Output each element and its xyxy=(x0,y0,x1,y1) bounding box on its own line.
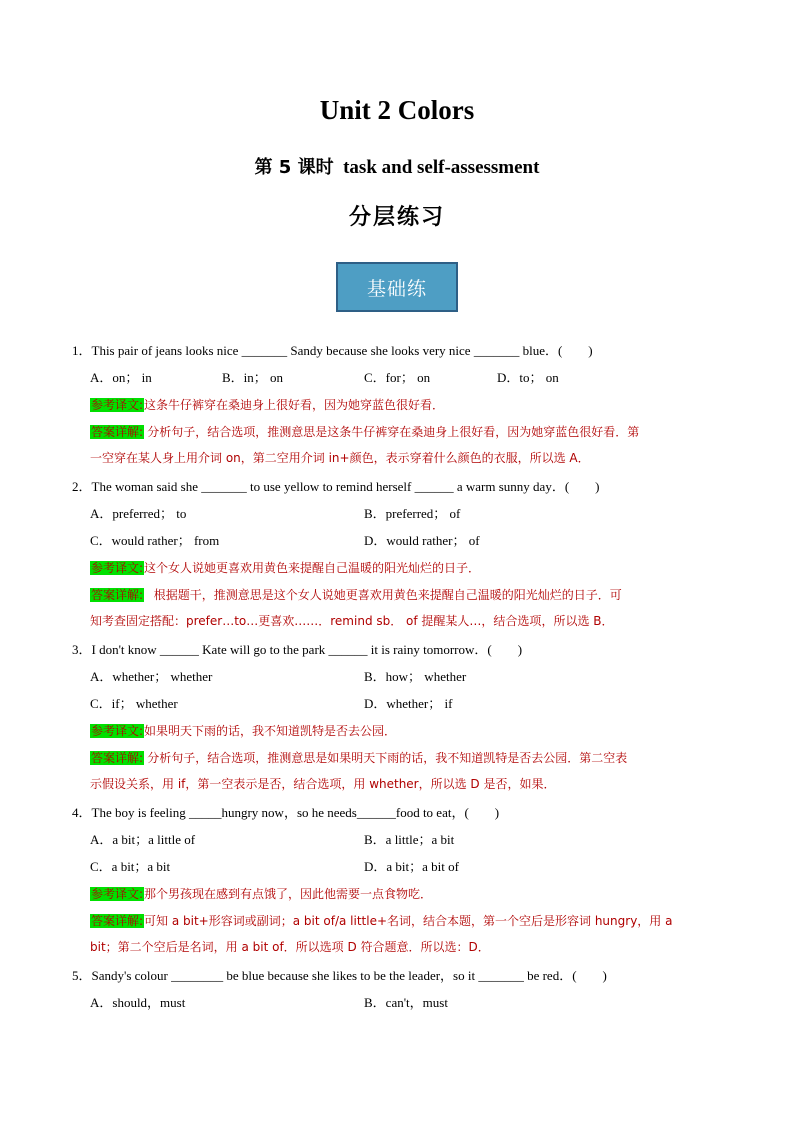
translation-label: 参考译文: xyxy=(91,561,144,575)
explanation-line xyxy=(0,418,794,445)
lesson-topic: task and self-assessment xyxy=(343,157,540,178)
option: B．how； whether xyxy=(364,669,467,684)
option: A．should，must xyxy=(90,995,186,1010)
explanation-line xyxy=(0,445,794,472)
section-title: 分层练习 xyxy=(348,205,445,230)
explanation-label: 答案详解: xyxy=(91,751,144,765)
explanation-line xyxy=(0,934,794,961)
translation-text: 这条牛仔裤穿在桑迪身上很好看，因为她穿蓝色很好看． xyxy=(144,398,445,412)
question-stem: 1．This pair of jeans looks nice _______ Sandy because she looks very nice _______ blue．( ) xyxy=(72,343,593,358)
explanation-label: 答案详解: xyxy=(91,425,144,439)
options-row xyxy=(0,364,794,391)
option: C．for； on xyxy=(364,370,431,385)
translation-line xyxy=(0,880,794,907)
translation-label: 参考译文: xyxy=(91,398,144,412)
lesson-number: 第 5 课时 xyxy=(254,157,334,178)
option: B．in； on xyxy=(222,370,284,385)
option: C．if； whether xyxy=(90,696,178,711)
options-row xyxy=(0,500,794,527)
translation-text: 这个女人说她更喜欢用黄色来提醒自己温暖的阳光灿烂的日子． xyxy=(144,561,481,575)
translation-line xyxy=(0,554,794,581)
explanation-text: 一空穿在某人身上用介词 on，第二空用介词 in+颜色，表示穿着什么颜色的衣服，所以选 A． xyxy=(90,451,590,465)
explanation-line xyxy=(0,581,794,608)
option: A．preferred； to xyxy=(90,506,187,521)
question-stem: 4．The boy is feeling _____hungry now，so he needs______food to eat，( ) xyxy=(72,805,500,820)
translation-text: 如果明天下雨的话，我不知道凯特是否去公园． xyxy=(144,724,397,738)
option: D．whether； if xyxy=(364,696,453,711)
translation-line xyxy=(0,717,794,744)
options-row xyxy=(0,989,794,1016)
translation-line xyxy=(0,391,794,418)
lesson-subtitle xyxy=(0,153,794,179)
explanation-text: 根据题干，推测意思是这个女人说她更喜欢用黄色来提醒自己温暖的阳光灿烂的日子．可 xyxy=(153,588,622,602)
translation-label: 参考译文: xyxy=(91,724,144,738)
explanation-text: 分析句子，结合选项，推测意思是如果明天下雨的话，我不知道凯特是否去公园．第二空表 xyxy=(147,751,628,765)
question-stem: 3．I don't know ______ Kate will go to the park ______ it is rainy tomorrow．( ) xyxy=(72,642,523,657)
options-row xyxy=(0,527,794,554)
options-row xyxy=(0,663,794,690)
explanation-text: bit；第二个空后是名词，用 a bit of．所以选项 D 符合题意．所以选：D． xyxy=(90,940,490,954)
option: D．would rather； of xyxy=(364,533,480,548)
options-row xyxy=(0,826,794,853)
options-row xyxy=(0,690,794,717)
explanation-line xyxy=(0,771,794,798)
question-stem: 2．The woman said she _______ to use yellow to remind herself ______ a warm sunny day．( ) xyxy=(72,479,600,494)
translation-label: 参考译文: xyxy=(91,887,144,901)
explanation-text: 知考查固定搭配：prefer…to…更喜欢……．remind sb． of 提醒某人…，结合选项，所以选 B． xyxy=(90,614,614,628)
question-stem: 5．Sandy's colour ________ be blue because she likes to be the leader，so it _______ be red．( ) xyxy=(72,968,607,983)
explanation-label: 答案详解: xyxy=(91,588,144,602)
option: D．a bit；a bit of xyxy=(364,859,459,874)
level-badge: 基础练 xyxy=(336,262,458,312)
option: B．preferred； of xyxy=(364,506,461,521)
explanation-line xyxy=(0,907,794,934)
option: B．can't，must xyxy=(364,995,448,1010)
explanation-label: 答案详解: xyxy=(91,914,144,928)
translation-text: 那个男孩现在感到有点饿了，因此他需要一点食物吃． xyxy=(144,887,433,901)
explanation-text: 分析句子，结合选项，推测意思是这条牛仔裤穿在桑迪身上很好看，因为她穿蓝色很好看．第 xyxy=(147,425,640,439)
explanation-text: 可知 a bit+形容词或副词；a bit of/a little+名词，结合本题，第一个空后是形容词 hungry，用 a xyxy=(144,914,673,928)
explanation-line xyxy=(0,744,794,771)
explanation-line xyxy=(0,608,794,635)
page-title: Unit 2 Colors xyxy=(319,95,475,125)
option: A．whether； whether xyxy=(90,669,213,684)
options-row xyxy=(0,853,794,880)
option: A．on； in xyxy=(90,370,152,385)
option: D．to； on xyxy=(497,370,559,385)
option: C．a bit；a bit xyxy=(90,859,171,874)
explanation-text: 示假设关系，用 if，第一空表示是否，结合选项，用 whether，所以选 D 是否，如果． xyxy=(90,777,556,791)
option: A．a bit；a little of xyxy=(90,832,196,847)
option: C．would rather； from xyxy=(90,533,220,548)
option: B．a little；a bit xyxy=(364,832,455,847)
